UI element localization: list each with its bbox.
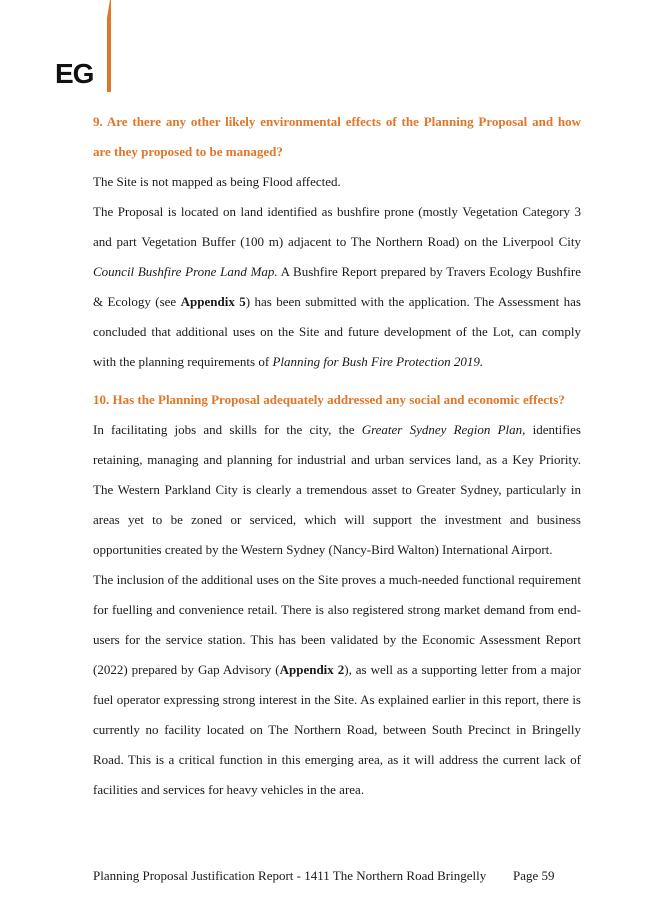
bushfire-map-title: Council Bushfire Prone Land Map. (93, 264, 278, 279)
logo-text: EG (55, 58, 94, 89)
page-number: Page 59 (513, 868, 555, 883)
section-10-paragraph-2: The inclusion of the additional uses on the Site proves a much-needed functional requirement for fuelling and convenience retail. There is also registered strong market demand from end-users for the service station. This has been validated by the Economic Assessment Report (2022) prepared by Gap Advisory (Appendix 2), as well as a supporting letter from a major fuel operator expressing strong interest in the Site. As explained earlier in this report, there is currently no facility located on The Northern Road, between South Precinct in Bringelly Road. This is a critical function in this emerging area, as it will address the current lack of facilities and services for heavy vehicles in the area. (93, 572, 581, 797)
footer-title: Planning Proposal Justification Report - 1411 The Northern Road Bringelly (93, 868, 487, 883)
section-10-heading: 10. Has the Planning Proposal adequately addressed any social and economic effects? (93, 392, 565, 407)
section-9-paragraph-2: The Proposal is located on land identified as bushfire prone (mostly Vegetation Category 3 and part Vegetation Buffer (100 m) adjacent to The Northern Road) on the Liverpool City Council Bushfire Prone Land Map. A Bushfire Report prepared by Travers Ecology Bushfire & Ecology (see Appendix 5) has been submitted with the application. The Assessment has concluded that additional uses on the Site and future development of the Lot, can comply with the planning requirements of Planning for Bush Fire Protection 2019. (93, 204, 581, 369)
section-10-paragraph-1: In facilitating jobs and skills for the city, the Greater Sydney Region Plan, identifies retaining, managing and planning for industrial and urban services land, as a Key Priority. The Western Parkland City is clearly a tremendous asset to Greater Sydney, particularly in areas yet to be zoned or serviced, which will support the investment and business opportunities created by the Western Sydney (Nancy-Bird Walton) International Airport. (93, 422, 581, 557)
bushfire-protection-title: Planning for Bush Fire Protection 2019. (272, 354, 484, 369)
appendix-5-ref: Appendix 5 (180, 294, 246, 309)
eg-logo (55, 0, 125, 92)
appendix-2-ref: Appendix 2 (279, 662, 345, 677)
region-plan-title: Greater Sydney Region Plan, (361, 422, 526, 437)
section-9-paragraph-1: The Site is not mapped as being Flood affected. (93, 174, 341, 189)
main-content (93, 107, 581, 805)
section-9-heading: 9. Are there any other likely environmental effects of the Planning Proposal and how are they proposed to be managed? (93, 114, 581, 159)
